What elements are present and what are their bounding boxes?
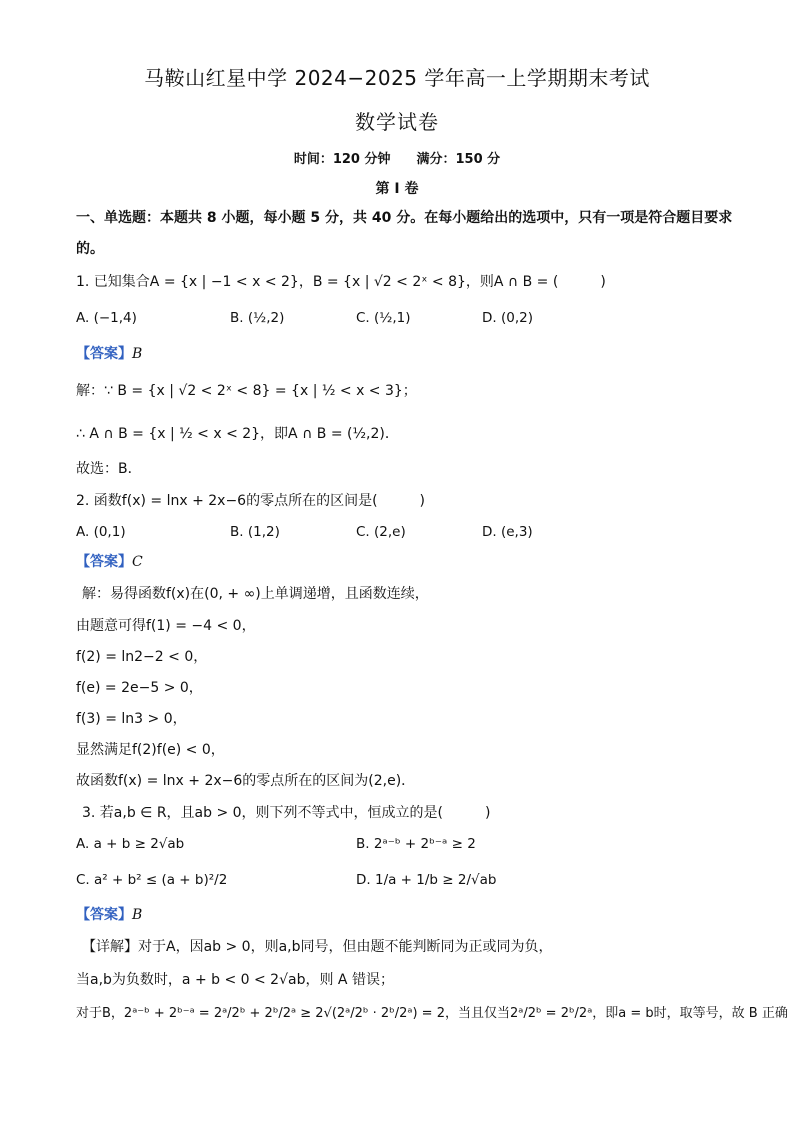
question-2-answer xyxy=(76,552,143,572)
question-3-option-d: D. 1/a + 1/b ≥ 2/√ab xyxy=(356,872,497,888)
question-2-solution-2: 由题意可得f(1) = −4 < 0， xyxy=(76,618,256,634)
question-2-option-b: B. (1,2) xyxy=(230,524,280,540)
subject-title: 数学试卷 xyxy=(355,110,439,134)
question-3-option-a: A. a + b ≥ 2√ab xyxy=(76,836,185,852)
exam-meta: 时间：120 分钟 满分：150 分 xyxy=(293,152,501,167)
exam-title: 马鞍山红星中学 2024−2025 学年高一上学期期末考试 xyxy=(144,66,650,90)
question-2-stem: 2. 函数f(x) = lnx + 2x−6的零点所在的区间是( ) xyxy=(76,493,426,509)
question-2-solution-1: 解：易得函数f(x)在(0, + ∞)上单调递增，且函数连续， xyxy=(82,586,429,602)
answer-value: C xyxy=(132,554,143,570)
question-1-solution-2: ∴ A ∩ B = {x | ½ < x < 2}，即A ∩ B = (½,2)． xyxy=(76,426,399,442)
question-1-option-b: B. (½,2) xyxy=(230,310,285,326)
section-instructions-line2: 的。 xyxy=(76,241,104,257)
answer-tag: 【答案】 xyxy=(76,346,132,362)
question-3-solution-1: 【详解】对于A，因ab > 0，则a,b同号，但由题不能判断同为正或同为负， xyxy=(82,939,553,955)
question-3-stem: 3. 若a,b ∈ R，且ab > 0，则下列不等式中，恒成立的是( ) xyxy=(82,805,491,821)
question-1-option-d: D. (0,2) xyxy=(482,310,533,326)
question-1-option-c: C. (½,1) xyxy=(356,310,411,326)
question-3-option-b: B. 2ᵃ⁻ᵇ + 2ᵇ⁻ᵃ ≥ 2 xyxy=(356,836,476,852)
part-heading: 第 I 卷 xyxy=(375,181,419,197)
question-1-solution-3: 故选：B． xyxy=(76,461,142,477)
question-2-solution-5: f(3) = ln3 > 0， xyxy=(76,711,187,727)
answer-tag: 【答案】 xyxy=(76,907,132,923)
answer-value: B xyxy=(132,346,143,362)
question-2-solution-6: 显然满足f(2)f(e) < 0， xyxy=(76,742,225,758)
question-2-solution-3: f(2) = ln2−2 < 0， xyxy=(76,649,208,665)
question-3-solution-3: 对于B，2ᵃ⁻ᵇ + 2ᵇ⁻ᵃ = 2ᵃ/2ᵇ + 2ᵇ/2ᵃ ≥ 2√(2ᵃ/2ᵇ · 2ᵇ/2ᵃ) = 2，当且仅当2ᵃ/2ᵇ = 2ᵇ/2ᵃ，即a = b时，取等号，故 B 正确 xyxy=(76,1006,788,1021)
answer-value: B xyxy=(132,907,143,923)
question-1-stem: 1. 已知集合A = {x | −1 < x < 2}，B = {x | √2 < 2ˣ < 8}，则A ∩ B = ( ) xyxy=(76,274,606,290)
question-3-solution-2: 当a,b为负数时，a + b < 0 < 2√ab，则 A 错误； xyxy=(76,972,394,988)
question-1-option-a: A. (−1,4) xyxy=(76,310,137,326)
section-instructions-line1: 一、单选题：本题共 8 小题，每小题 5 分，共 40 分。在每小题给出的选项中，只有一项是符合题目要求 xyxy=(76,210,733,226)
question-1-answer xyxy=(76,344,142,364)
answer-tag: 【答案】 xyxy=(76,554,132,570)
question-2-solution-7: 故函数f(x) = lnx + 2x−6的零点所在的区间为(2,e)． xyxy=(76,773,416,789)
question-1-solution-1: 解：∵ B = {x | √2 < 2ˣ < 8} = {x | ½ < x < 3}； xyxy=(76,383,417,399)
question-2-option-d: D. (e,3) xyxy=(482,524,533,540)
question-3-option-c: C. a² + b² ≤ (a + b)²/2 xyxy=(76,872,228,888)
question-2-option-c: C. (2,e) xyxy=(356,524,406,540)
question-2-solution-4: f(e) = 2e−5 > 0， xyxy=(76,680,203,696)
question-3-answer xyxy=(76,905,142,925)
question-2-option-a: A. (0,1) xyxy=(76,524,126,540)
